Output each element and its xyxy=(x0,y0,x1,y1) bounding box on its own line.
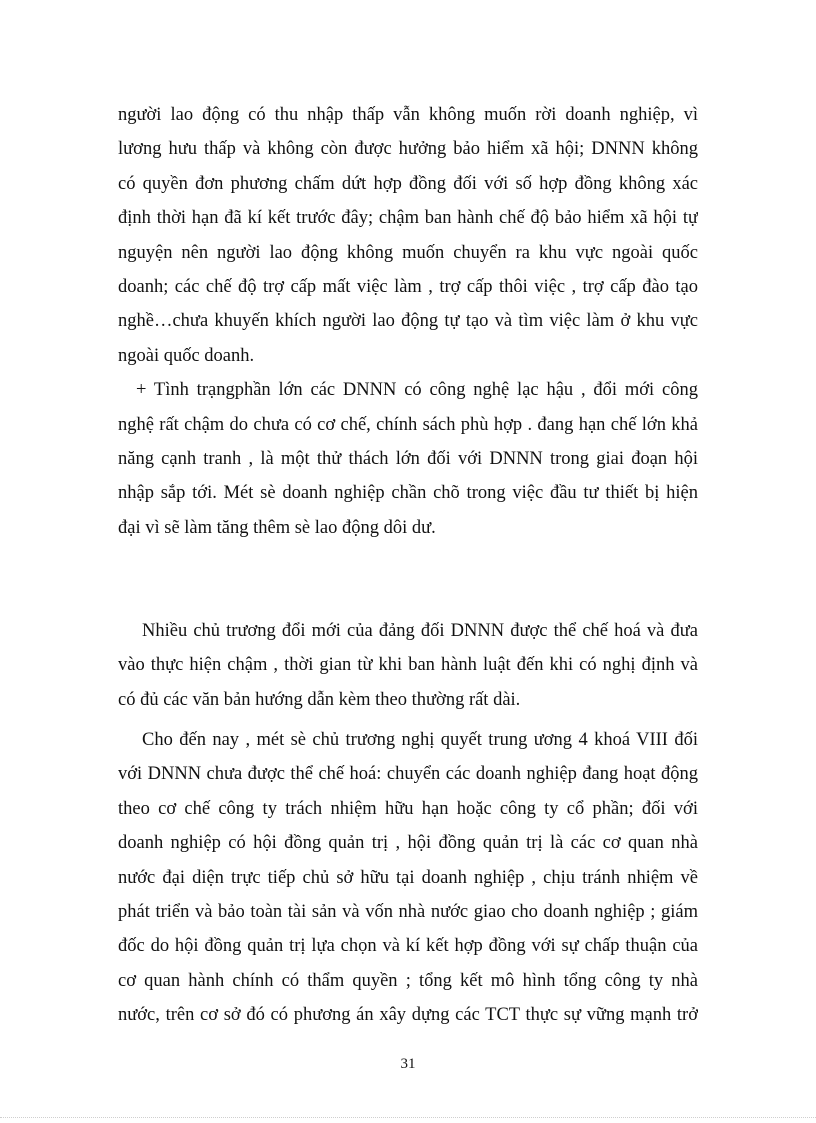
text-line: theo cơ chế công ty trách nhiệm hữu hạn hoặc công ty cổ phần; đối với xyxy=(118,798,698,819)
heading-line xyxy=(118,579,698,613)
text-line: nhập sắp tới. Mét sè doanh nghiệp chần chõ trong việc đầu tư thiết bị hiện xyxy=(118,483,698,504)
paragraph-labor-policy xyxy=(118,98,698,373)
heading-line xyxy=(118,545,698,579)
paragraph-slow-implementation xyxy=(118,614,698,717)
text-line: đại vì sẽ làm tăng thêm sè lao động dôi dư. xyxy=(118,517,436,538)
document-body xyxy=(118,98,698,1033)
page-bottom-divider xyxy=(0,1117,816,1118)
text-line: cơ quan hành chính có thẩm quyền ; tổng kết mô hình tổng công ty nhà xyxy=(118,970,698,991)
text-line: ngoài quốc doanh. xyxy=(118,345,255,366)
text-line: nước đại diện trực tiếp chủ sở hữu tại doanh nghiệp , chịu tránh nhiệm về xyxy=(118,867,698,888)
paragraph-resolution xyxy=(118,723,698,1033)
text-line: + Tình trạngphần lớn các DNNN có công nghệ lạc hậu , đổi mới công xyxy=(136,380,698,401)
text-line: đốc do hội đồng quản trị lựa chọn và kí kết hợp đồng với sự chấp thuận của xyxy=(118,936,698,957)
text-line: vào thực hiện chậm , thời gian từ khi ban hành luật đến khi có nghị định và xyxy=(118,655,698,676)
text-line: năng cạnh tranh , là một thử thách lớn đối với DNNN trong giai đoạn hội xyxy=(118,448,698,469)
text-line: Nhiều chủ trương đổi mới của đảng đối DNNN được thể chế hoá và đưa xyxy=(142,620,698,641)
text-line: lương hưu thấp và không còn được hưởng bảo hiểm xã hội; DNNN không xyxy=(118,139,698,160)
text-line: nước, trên cơ sở đó có phương án xây dựng các TCT thực sự vững mạnh trở xyxy=(118,1005,698,1026)
page-number: 31 xyxy=(400,1056,416,1072)
text-line: doanh nghiệp có hội đồng quản trị , hội đồng quản trị là các cơ quan nhà xyxy=(118,833,698,854)
text-line: người lao động có thu nhập thấp vẫn không muốn rời doanh nghiệp, vì xyxy=(118,105,698,125)
text-line: nghề…chưa khuyến khích người lao động tự tạo và tìm việc làm ở khu vực xyxy=(118,311,698,332)
text-line: doanh; các chế độ trợ cấp mất việc làm , trợ cấp thôi việc , trợ cấp đào tạo xyxy=(118,276,698,297)
text-line: có đủ các văn bản hướng dẫn kèm theo thường rất dài. xyxy=(118,689,521,710)
text-line: nghệ rất chậm do chưa có cơ chế, chính sách phù hợp . đang hạn chế lớn khả xyxy=(118,414,698,435)
text-line: nguyện nên người lao động không muốn chuyển ra khu vực ngoài quốc xyxy=(118,242,698,263)
section-heading xyxy=(118,545,698,614)
text-line: có quyền đơn phương chấm dứt hợp đồng đối với số hợp đồng không xác xyxy=(118,173,698,194)
text-line: Cho đến nay , mét sè chủ trương nghị quyết trung ương 4 khoá VIII đối xyxy=(142,730,698,751)
text-line: với DNNN chưa được thể chế hoá: chuyển các doanh nghiệp đang hoạt động xyxy=(118,764,698,785)
text-line: phát triển và bảo toàn tài sản và vốn nhà nước giao cho doanh nghiệp ; giám xyxy=(118,901,698,922)
paragraph-technology xyxy=(118,373,698,545)
text-line: định thời hạn đã kí kết trước đây; chậm ban hành chế độ bảo hiểm xã hội tự xyxy=(118,208,698,229)
